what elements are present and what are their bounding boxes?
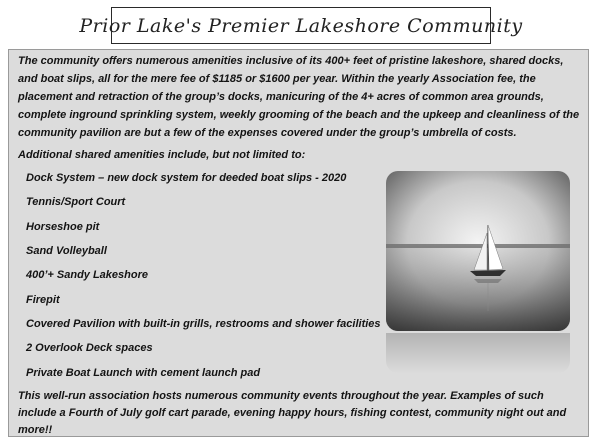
intro-line-2: and boat slips, all for the mere fee of $1185 or $1600 per year. Within the yearly Association fee, the — [18, 73, 536, 85]
intro-line-3: placement and retraction of the group’s docks, manicuring of the 4+ acres of common area grounds, — [18, 91, 544, 103]
photo-reflection — [386, 333, 570, 373]
amenity-item: 2 Overlook Deck spaces — [26, 342, 153, 354]
amenity-item: Covered Pavilion with built-in grills, restrooms and shower facilities — [26, 318, 381, 330]
amenity-item: Dock System – new dock system for deeded boat slips - 2020 — [26, 172, 347, 184]
amenity-item: Tennis/Sport Court — [26, 196, 126, 208]
intro-line-5: community pavilion are but a few of the expenses covered under the group’s umbrella of costs. — [18, 127, 517, 139]
title-banner — [79, 7, 523, 44]
amenity-item: 400’+ Sandy Lakeshore — [26, 269, 148, 281]
amenity-item: Horseshoe pit — [26, 221, 100, 233]
amenities-heading: Additional shared amenities include, but not limited to: — [18, 149, 306, 161]
intro-line-4: complete inground sprinkling system, weekly grooming of the beach and the upkeep and cleanliness of the — [18, 109, 580, 121]
closing-line-1: This well-run association hosts numerous community events throughout the year. Examples of such — [18, 390, 544, 402]
content-panel — [8, 49, 589, 437]
sailboat-photo — [386, 171, 570, 331]
closing-line-3: more!! — [18, 424, 53, 436]
closing-line-2: include a Fourth of July golf cart parade, evening happy hours, fishing contest, community night out and — [18, 407, 567, 419]
page-title: Prior Lake's Premier Lakeshore Community — [79, 14, 523, 37]
amenity-item: Sand Volleyball — [26, 245, 107, 257]
amenity-item: Private Boat Launch with cement launch pad — [26, 367, 261, 379]
amenity-item: Firepit — [26, 294, 60, 306]
intro-line-1: The community offers numerous amenities inclusive of its 400+ feet of pristine lakeshore, shared docks, — [18, 55, 564, 67]
